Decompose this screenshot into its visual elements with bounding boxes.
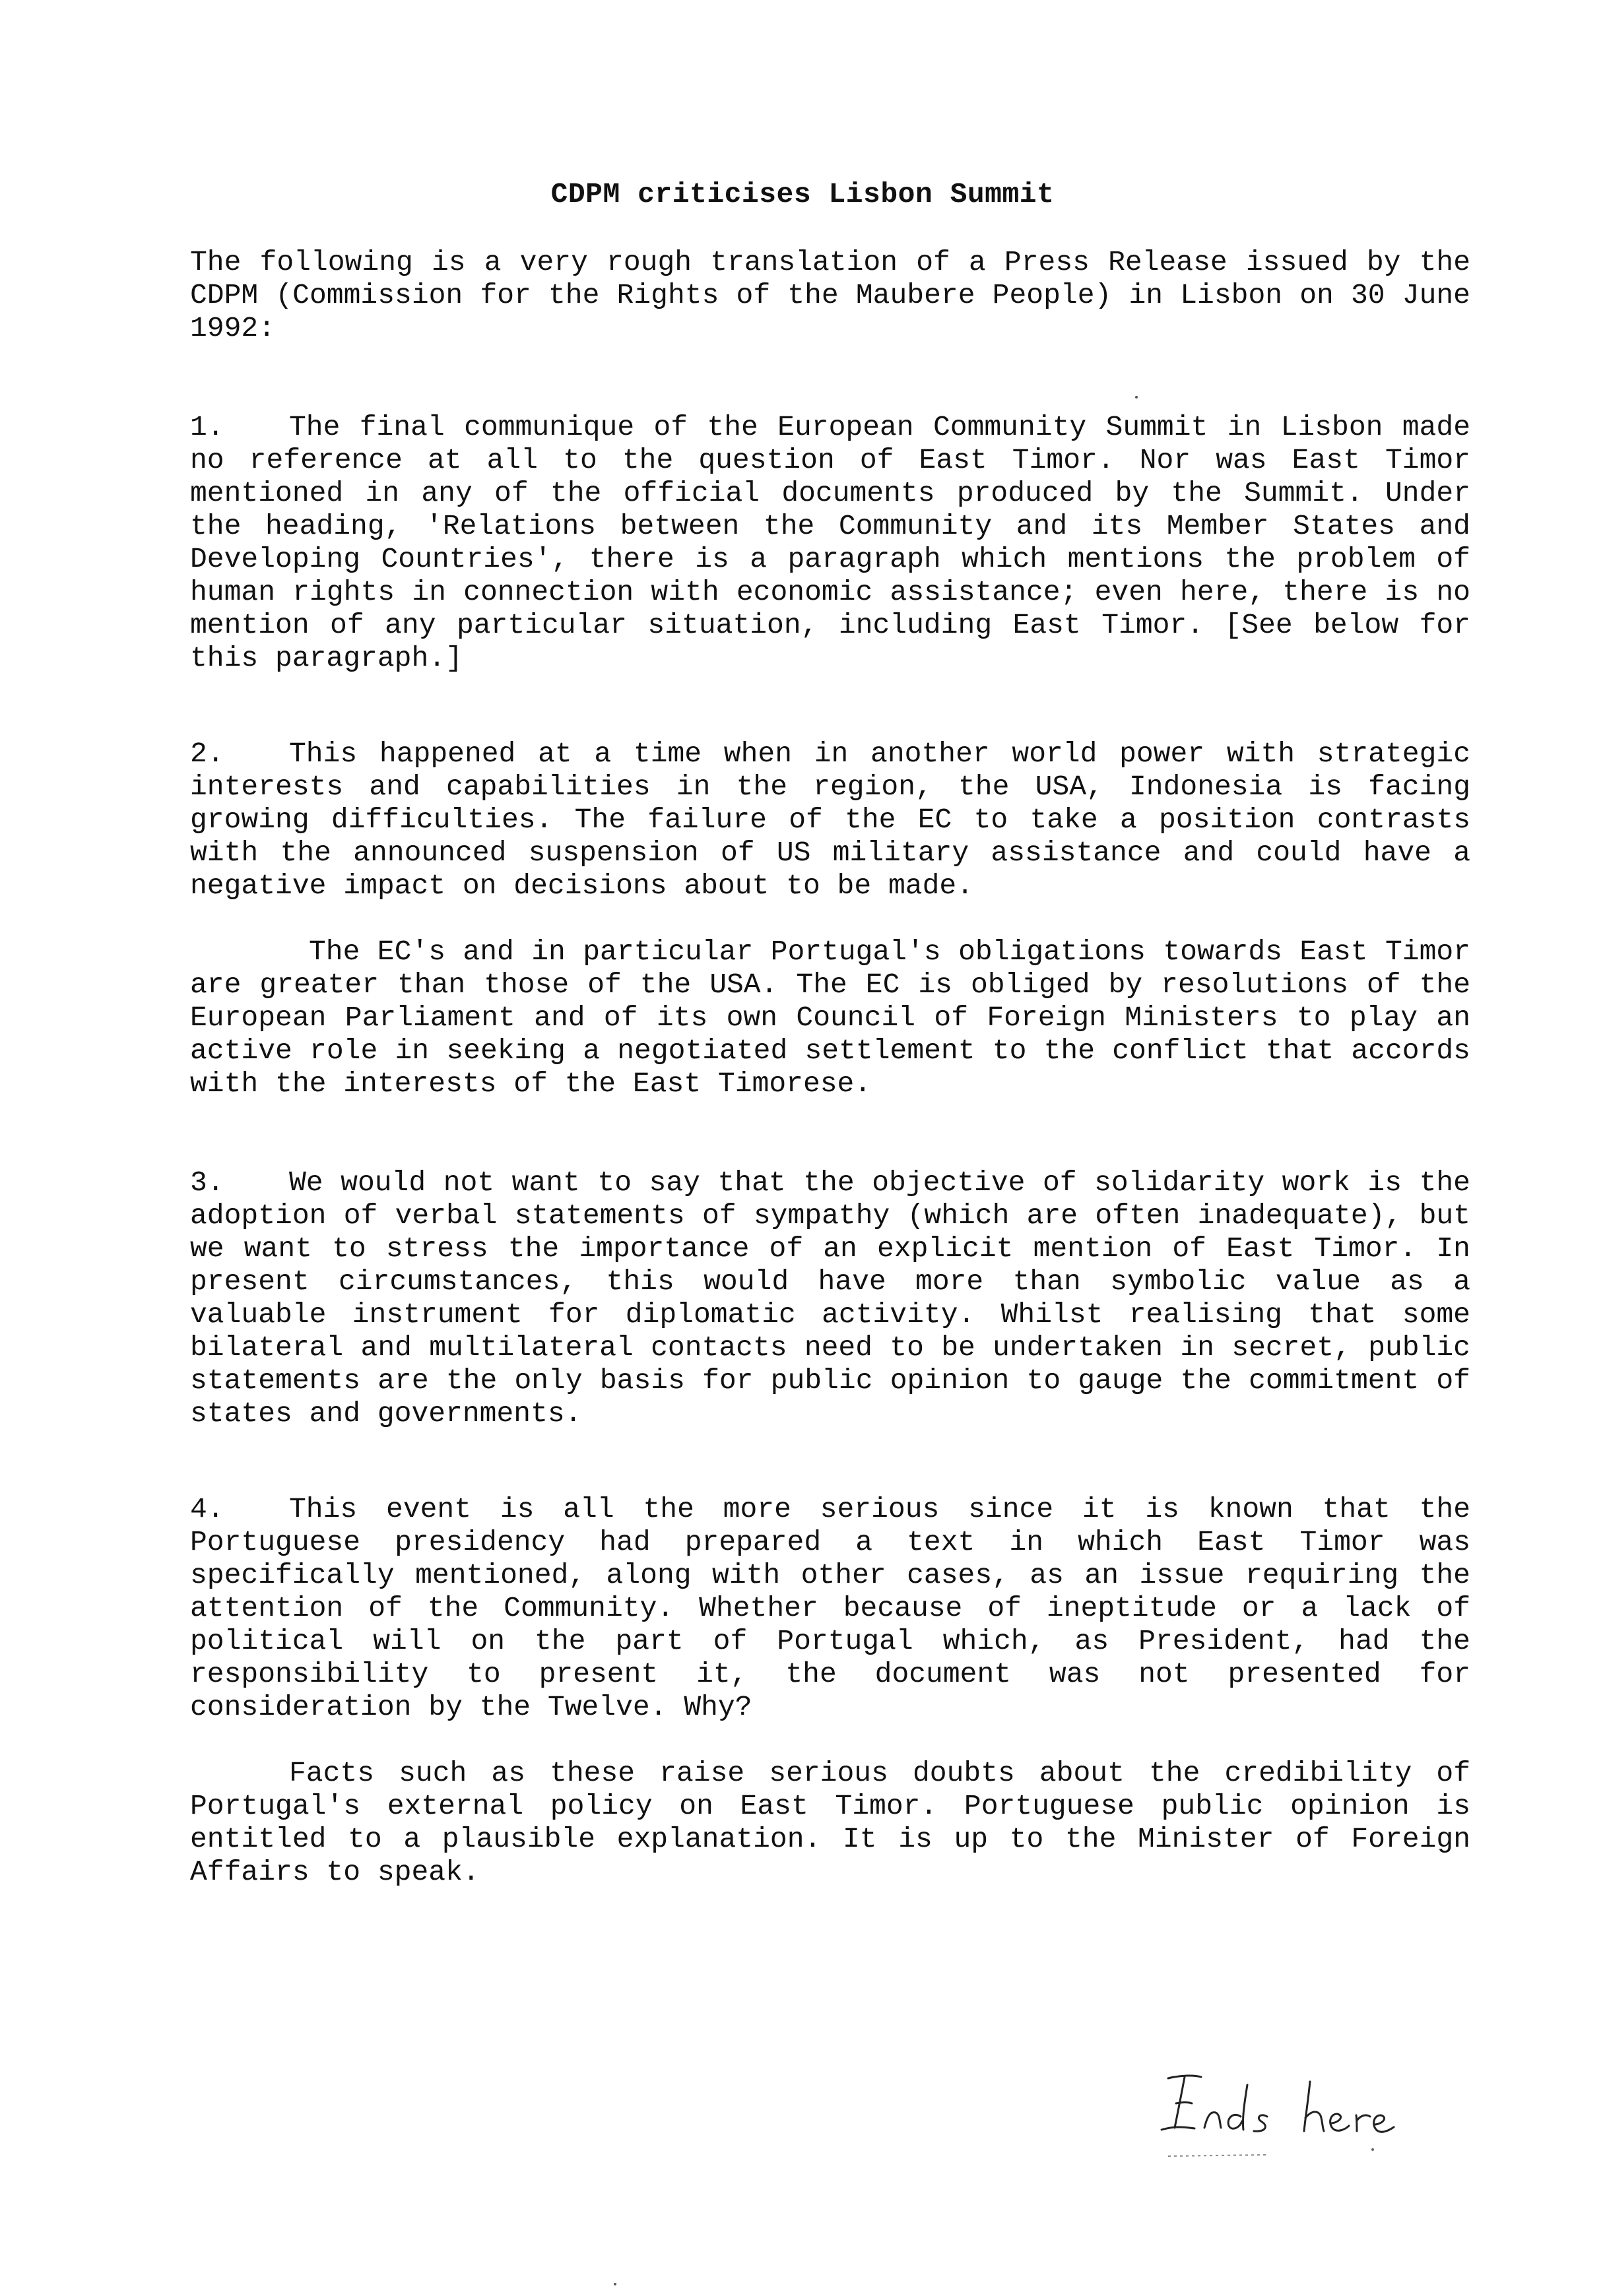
paragraph-text: This event is all the more serious since it is known that the Portuguese presidency had prepared a text in which East Timor was specifically mentioned, along with other cases, as an issue requiring the attention of the Community. Whether because of ineptitude or a lack of political will on the part of Portugal which, as President, had the responsibility to present it, the document was not presented for consideration by the Twelve. Why? <box>190 1493 1470 1723</box>
handwriting-ends-here-icon <box>1155 2065 1432 2164</box>
paragraph-text: We would not want to say that the objective of solidarity work is the adoption of verbal statements of sympathy (which are often inadequate), but we want to stress the importance of an explicit mention of East Timor. In present circumstances, this would have more than symbolic value as a valuable instrument for diplomatic activity. Whilst realising that some bilateral and multilateral contacts need to be undertaken in secret, public statements are the only basis for public opinion to gauge the commitment of states and governments. <box>190 1166 1470 1430</box>
paragraph-text: The final communique of the European Community Summit in Lisbon made no reference at all to the question of East Timor. Nor was East Timor mentioned in any of the official documents produced by the Summit. Under the heading, 'Relations between the Community and its Member States and Developing Countries', there is a paragraph which mentions the problem of human rights in connection with economic assistance; even here, there is no mention of any particular situation, including East Timor. [See below for this paragraph.] <box>190 411 1470 674</box>
document-title: CDPM criticises Lisbon Summit <box>550 178 1055 210</box>
paragraph-text: This happened at a time when in another world power with strategic interests and capabilities in the region, the USA, Indonesia is facing growing difficulties. The failure of the EC to take a position contrasts with the announced suspension of US military assistance and could have a negative impact on decisions about to be made. <box>190 738 1470 902</box>
paragraph-number: 4. <box>190 1493 224 1525</box>
paragraph-number: 2. <box>190 738 224 770</box>
paragraph-3 <box>190 1166 1470 1430</box>
intro-paragraph: The following is a very rough translation of a Press Release issued by the CDPM (Commission for the Rights of the Maubere People) in Lisbon on 30 June 1992: <box>190 246 1470 344</box>
paragraph-number: 1. <box>190 411 224 443</box>
paragraph-4 <box>190 1493 1470 1724</box>
paragraph-2 <box>190 738 1470 903</box>
scan-speck <box>614 2283 616 2285</box>
paragraph-1 <box>190 411 1470 675</box>
paragraph-2-continued: The EC's and in particular Portugal's obligations towards East Timor are greater than those of the USA. The EC is obliged by resolutions of the European Parliament and of its own Council of Foreign Ministers to play an active role in seeking a negotiated settlement to the conflict that accords with the interests of the East Timorese. <box>190 936 1470 1100</box>
scan-speck <box>1135 396 1138 399</box>
paragraph-number: 3. <box>190 1166 224 1199</box>
handwritten-note <box>1155 2065 1432 2164</box>
closing-paragraph: Facts such as these raise serious doubts about the credibility of Portugal's external policy on East Timor. Portuguese public opinion is entitled to a plausible explanation. It is up to the Minister of Foreign Affairs to speak. <box>190 1757 1470 1888</box>
